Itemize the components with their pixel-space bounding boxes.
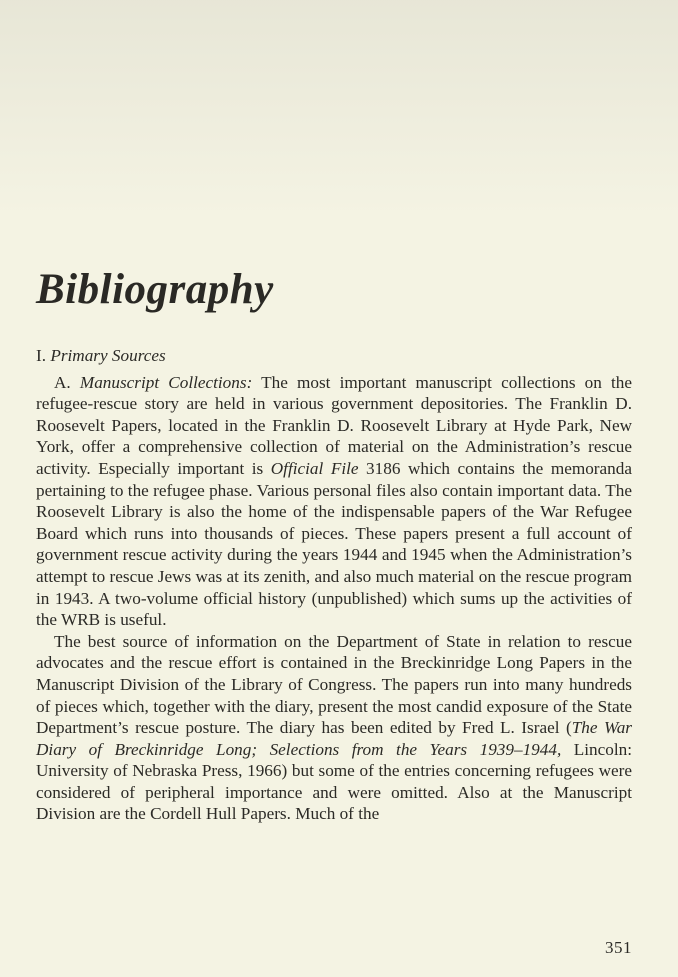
section-label: Primary Sources [50, 346, 166, 365]
subsection-heading: Manuscript Collections: [79, 372, 253, 392]
paragraph [36, 372, 632, 631]
official-file-italic: Official File [270, 458, 359, 478]
section-heading [36, 345, 632, 367]
section-numeral: I. [36, 346, 47, 365]
book-title: The War Diary of Breckinridge Long; Selections from the Years 1939–1944, [36, 718, 632, 759]
page-number: 351 [605, 938, 632, 957]
paragraph-text: The most important manuscript collections on the refugee-rescue story are held in various government depositories. The Franklin D. Roosevelt Papers, located in the Franklin D. Roosevelt Library at Hyde Park, New York, offer a comprehensive collection of material on the Administration’s rescue activity. Especially important is [36, 372, 633, 478]
paragraph-text: Lincoln: University of Nebraska Press, 1966) but some of the entries concerning refugees were considered of peripheral importance and were omitted. Also at the Manuscript Division are the Cordell Hull Papers. Much of the [36, 739, 632, 824]
subsection-letter: A. [54, 372, 71, 392]
paragraph-text: 3186 which contains the memoranda pertaining to the refugee phase. Various personal files also contain important data. The Roosevelt Library is also the home of the indispensable papers of the War Refugee Board which runs into thousands of pieces. These papers present a full account of government rescue activity during the years 1944 and 1945 when the Administration’s attempt to rescue Jews was at its zenith, and also much material on the rescue program in 1943. A two-volume official history (unpublished) which sums up the activities of the WRB is useful. [36, 458, 632, 630]
page-title: Bibliography [36, 265, 274, 313]
paragraph [36, 631, 632, 825]
facing-page-bleed [0, 0, 678, 215]
page-body [36, 345, 632, 825]
paragraph-text: The best source of information on the Department of State in relation to rescue advocates and the rescue effort is contained in the Breckinridge Long Papers in the Manuscript Division of the Library of Congress. The papers run into many hundreds of pieces which, together with the diary, present the most candid exposure of the State Department’s rescue posture. The diary has been edited by Fred L. Israel ( [36, 631, 632, 738]
